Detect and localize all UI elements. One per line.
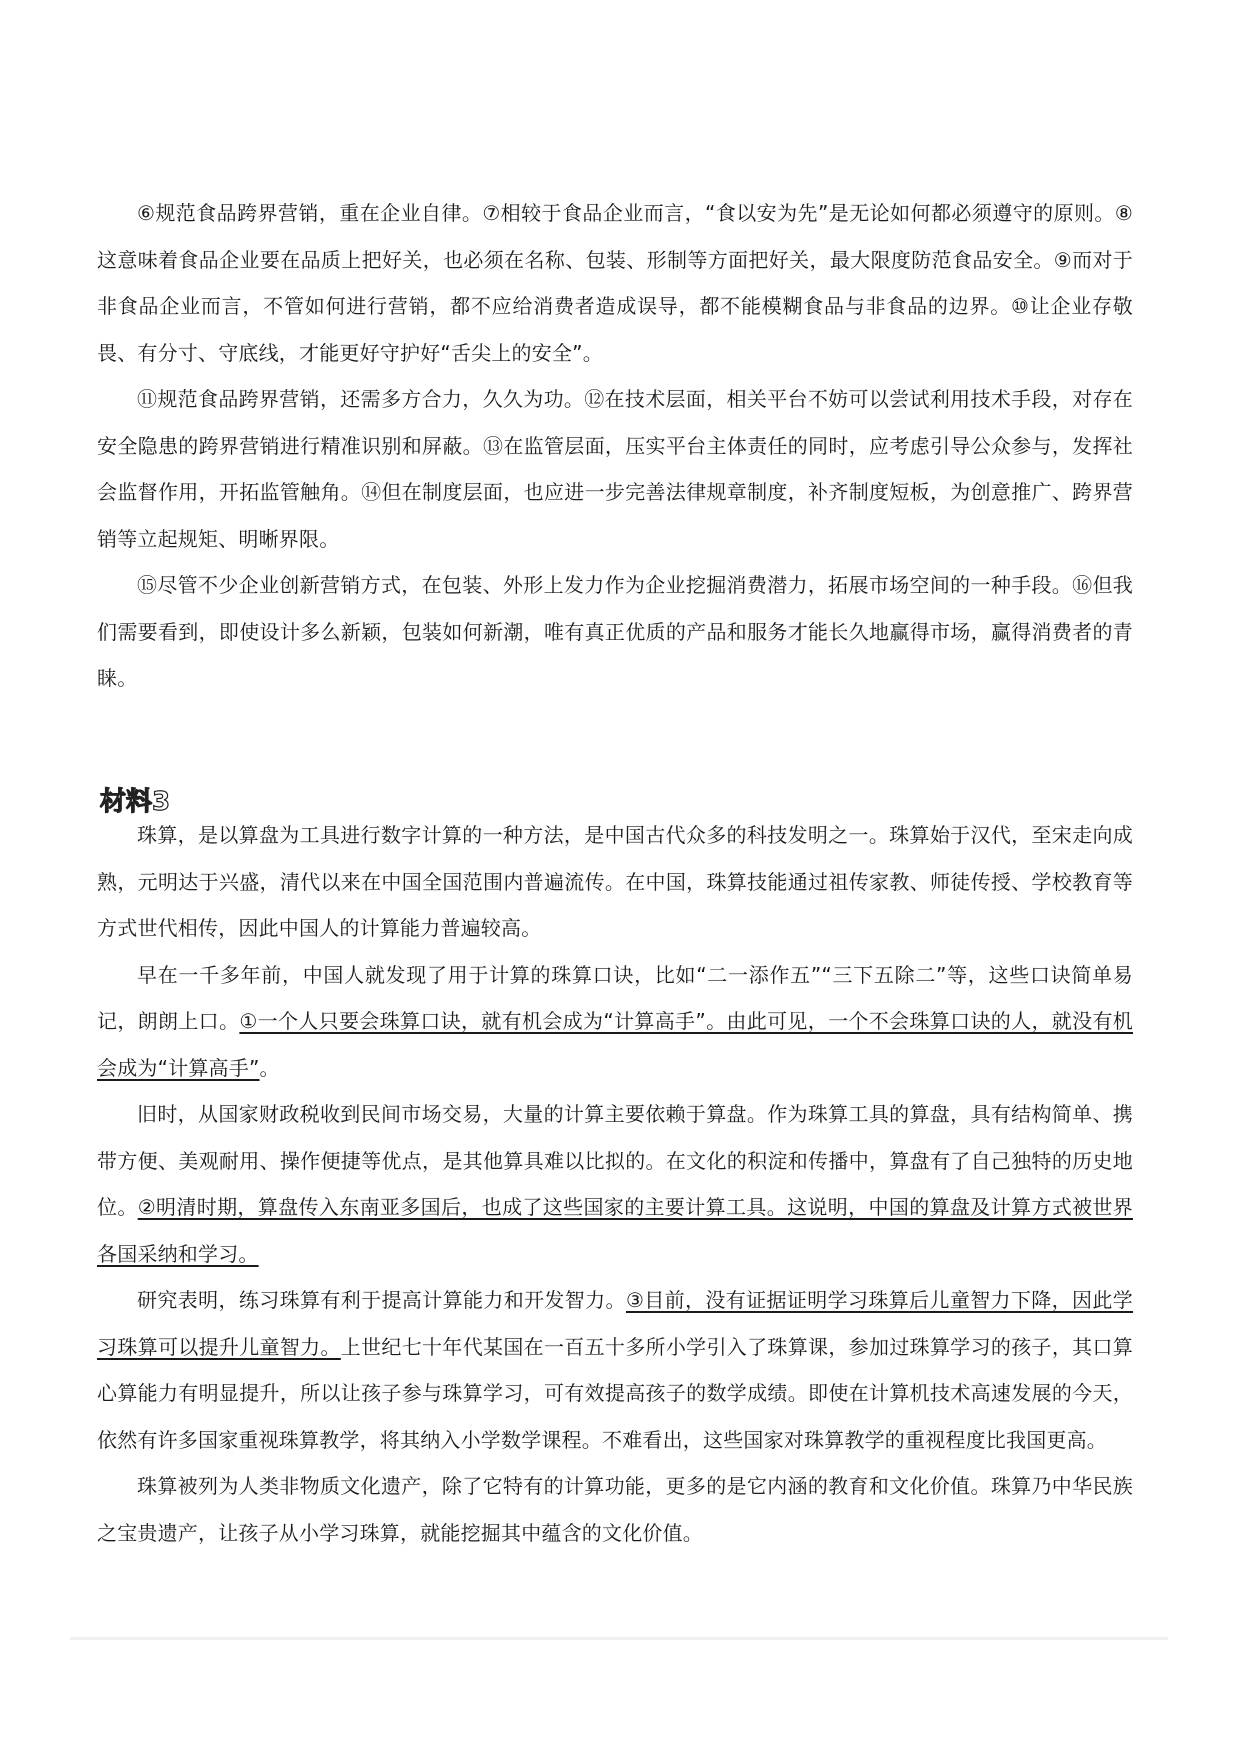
material-2-continued [97,190,1133,702]
material-3-heading: 材料3 [100,787,171,817]
underlined-statement-3: ③目前，没有证据证明学习珠算后儿童智力下降，因此学习珠算可以提升儿童智力。 [97,1288,1133,1359]
paragraph-15-16 [97,562,1133,702]
paragraph-text: ⑥规范食品跨界营销，重在企业自律。⑦相较于食品企业而言，“食以安为先”是无论如何都必须遵守的原则。⑧这意味着食品企业要在品质上把好关，也必须在名称、包装、形制等方面把好关，最大限度防范食品安全。⑨而对于非食品企业而言，不管如何进行营销，都不应给消费者造成误导，都不能模糊食品与非食品的边界。⑩让企业存敬畏、有分寸、守底线，才能更好守护好“舌尖上的安全”。 [97,201,1133,365]
underlined-statement-1: ①一个人只要会珠算口诀，就有机会成为“计算高手”。由此可见，一个不会珠算口诀的人，就没有机会成为“计算高手” [97,1009,1133,1080]
paragraph-6-10 [97,190,1133,376]
paragraph-abacus-rhymes [97,952,1133,1092]
paragraph-text: 早在一千多年前，中国人就发现了用于计算的珠算口诀，比如“二一添作五”“三下五除二”等，这些口诀简单易记，朗朗上口。 [97,962,1133,1033]
page-divider [70,1637,1168,1640]
paragraph-11-14 [97,376,1133,562]
paragraph-abacus-intro [97,812,1133,952]
paragraph-text: 旧时，从国家财政税收到民间市场交易，大量的计算主要依赖于算盘。作为珠算工具的算盘，具有结构简单、携带方便、美观耐用、操作便捷等优点，是其他算具难以比拟的。在文化的积淀和传播中，算盘有了自己独特的历史地位。 [97,1102,1133,1219]
paragraph-text: 珠算被列为人类非物质文化遗产，除了它特有的计算功能，更多的是它内涵的教育和文化价值。珠算乃中华民族之宝贵遗产，让孩子从小学习珠算，就能挖掘其中蕴含的文化价值。 [97,1474,1133,1545]
paragraph-abacus-research [97,1277,1133,1463]
paragraph-text: 研究表明，练习珠算有利于提高计算能力和开发智力。 [137,1288,626,1312]
paragraph-text: ⑪规范食品跨界营销，还需多方合力，久久为功。⑫在技术层面，相关平台不妨可以尝试利用技术手段，对存在安全隐患的跨界营销进行精准识别和屏蔽。⑬在监管层面，压实平台主体责任的同时，应考虑引导公众参与，发挥社会监督作用，开拓监管触角。⑭但在制度层面，也应进一步完善法律规章制度，补齐制度短板，为创意推广、跨界营销等立起规矩、明晰界限。 [97,387,1133,551]
material-3-body [97,812,1133,1556]
paragraph-abacus-history [97,1091,1133,1277]
paragraph-text: 珠算，是以算盘为工具进行数字计算的一种方法，是中国古代众多的科技发明之一。珠算始于汉代，至宋走向成熟，元明达于兴盛，清代以来在中国全国范围内普遍流传。在中国，珠算技能通过祖传家教、师徒传授、学校教育等方式世代相传，因此中国人的计算能力普遍较高。 [97,823,1133,940]
underlined-statement-2: ②明清时期，算盘传入东南亚多国后，也成了这些国家的主要计算工具。这说明，中国的算盘及计算方式被世界各国采纳和学习。 [97,1195,1133,1266]
paragraph-abacus-heritage [97,1463,1133,1556]
paragraph-text: ⑮尽管不少企业创新营销方式，在包装、外形上发力作为企业挖掘消费潜力，拓展市场空间的一种手段。⑯但我们需要看到，即使设计多么新颖，包装如何新潮，唯有真正优质的产品和服务才能长久地赢得市场，赢得消费者的青睐。 [97,573,1133,690]
paragraph-text: 。 [259,1055,280,1080]
paragraph-text: 上世纪七十年代某国在一百五十多所小学引入了珠算课，参加过珠算学习的孩子，其口算心算能力有明显提升，所以让孩子参与珠算学习，可有效提高孩子的数学成绩。即使在计算机技术高速发展的今天，依然有许多国家重视珠算教学，将其纳入小学数学课程。不难看出，这些国家对珠算教学的重视程度比我国更高。 [97,1334,1133,1452]
